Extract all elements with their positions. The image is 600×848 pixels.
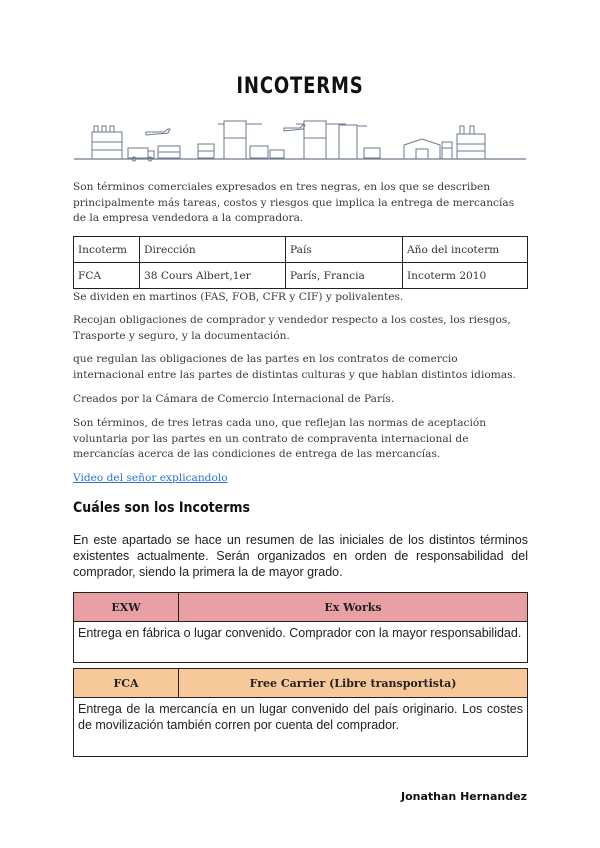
- term-box-exw: [73, 592, 528, 663]
- paragraph: Creados por la Cámara de Comercio Internacional de París.: [73, 393, 395, 405]
- paragraph: Se dividen en martinos (FAS, FOB, CFR y CIF) y polivalentes.: [73, 291, 404, 303]
- table-cell: Incoterm 2010: [403, 263, 528, 289]
- paragraph: Recojan obligaciones de comprador y vendedor respecto a los costes, los riesgos, Trasporte y seguro, y la documentación.: [73, 314, 511, 342]
- table-cell: FCA: [74, 263, 140, 289]
- video-link[interactable]: Video del señor explicandolo: [73, 472, 228, 484]
- term-description: Entrega en fábrica o lugar convenido. Comprador con la mayor responsabilidad.: [78, 626, 522, 640]
- term-description: Entrega de la mercancía en un lugar convenido del país originario. Los costes de movilización también corren por cuenta del comprador.: [78, 702, 523, 732]
- intro-paragraph: Son términos comerciales expresados en tres negras, en los que se describen principalmente más tareas, costos y riesgos que implica la entrega de mercancías de la empresa vendedora a la compradora.: [73, 181, 515, 224]
- table-header-cell: País: [286, 237, 403, 263]
- page-title: INCOTERMS: [236, 74, 364, 99]
- table-cell: París, Francia: [286, 263, 403, 289]
- incoterm-info-table: [73, 236, 528, 289]
- term-code: EXW: [74, 593, 179, 621]
- table-cell: 38 Cours Albert,1er: [140, 263, 286, 289]
- term-header: [74, 593, 527, 622]
- term-box-fca: [73, 668, 528, 757]
- logistics-illustration: [74, 118, 526, 163]
- table-header-cell: Incoterm: [74, 237, 140, 263]
- table-row: [74, 263, 528, 289]
- paragraph: Son términos, de tres letras cada uno, que reflejan las normas de aceptación voluntaria por las partes en un contrato de compraventa internacional de mercancías acerca de las condiciones de entrega de las mercancías.: [73, 417, 487, 460]
- author-name: Jonathan Hernandez: [401, 790, 527, 803]
- paragraph: que regulan las obligaciones de las partes en los contratos de comercio internacional entre las partes de distintas culturas y que hablan distintos idiomas.: [73, 353, 516, 381]
- term-header: [74, 669, 527, 698]
- table-header-cell: Año del incoterm: [403, 237, 528, 263]
- table-header-row: [74, 237, 528, 263]
- term-code: FCA: [74, 669, 179, 697]
- section-intro: En este apartado se hace un resumen de las iniciales de los distintos términos existentes actualmente. Serán organizados en orden de responsabilidad del comprador, siendo la primera la de mayor grado.: [73, 533, 528, 579]
- table-header-cell: Dirección: [140, 237, 286, 263]
- term-name: Free Carrier (Libre transportista): [249, 676, 457, 690]
- section-heading: Cuáles son los Incoterms: [73, 500, 251, 516]
- term-name: Ex Works: [324, 600, 382, 614]
